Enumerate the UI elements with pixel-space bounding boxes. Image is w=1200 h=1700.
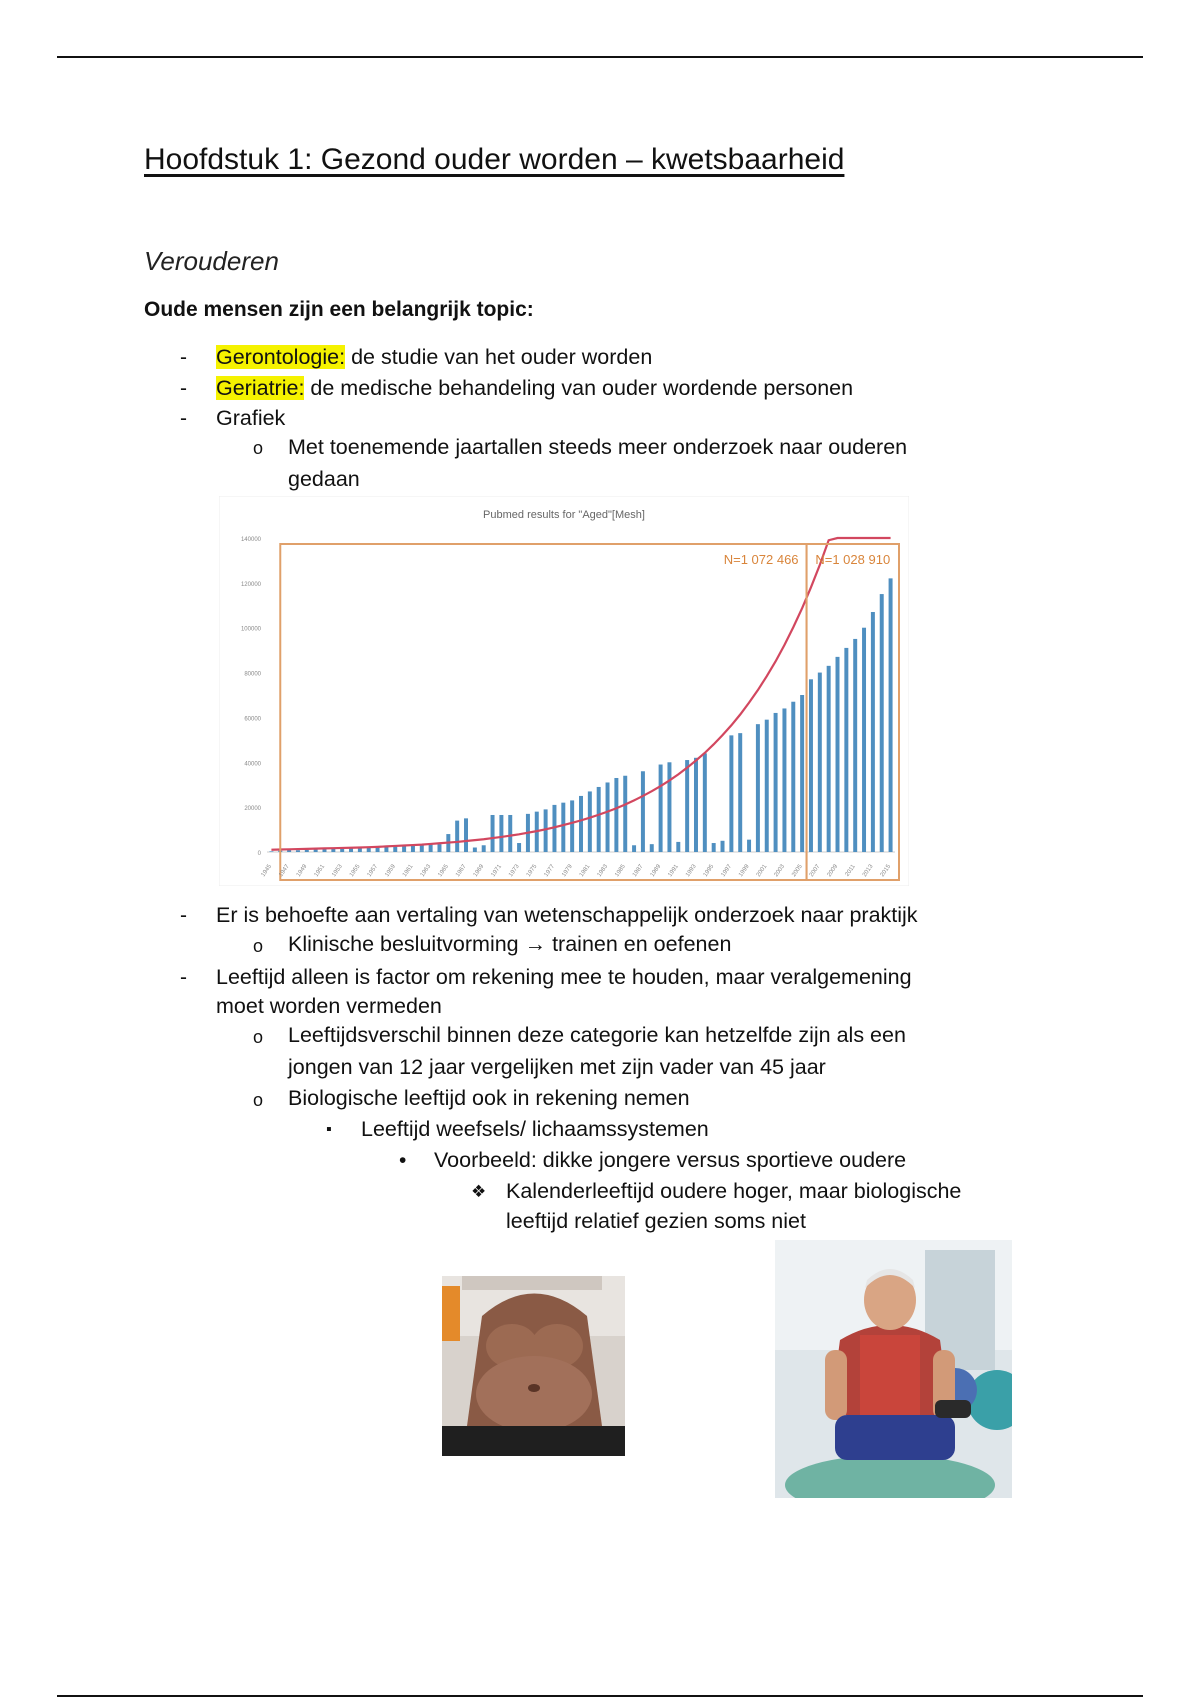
x-tick-label: 1945: [260, 863, 274, 879]
x-tick-label: 1983: [596, 863, 610, 879]
annotation-n-period-2: N=1 028 910: [815, 552, 891, 567]
x-tick-label: 1999: [738, 863, 751, 879]
x-tick-label: 1993: [685, 863, 698, 879]
bar-1983: [606, 782, 610, 852]
x-tick-label: 2003: [773, 863, 787, 879]
bar-1972: [508, 815, 512, 852]
y-tick-label: 80000: [244, 671, 261, 678]
bar-1979: [570, 800, 574, 852]
bullet-dash-icon: -: [180, 377, 187, 400]
bullet-circle-icon: o: [253, 936, 264, 956]
x-tick-label: 1971: [490, 863, 504, 879]
x-tick-label: 1947: [278, 863, 291, 879]
bar-1993: [694, 758, 698, 852]
list-item: moet worden vermeden: [216, 994, 442, 1018]
bar-1984: [614, 778, 618, 852]
bar-1952: [331, 849, 335, 852]
list-item: Er is behoefte aan vertaling van wetenschappelijk onderzoek naar praktijk: [216, 903, 918, 927]
list-item: [216, 342, 652, 373]
bar-1964: [437, 844, 441, 852]
bar-1968: [473, 848, 477, 852]
bar-1996: [721, 841, 725, 852]
list-item-text: de studie van het ouder worden: [345, 345, 653, 369]
intro-text: Oude mensen zijn een belangrijk topic:: [144, 298, 534, 321]
bar-1953: [340, 849, 344, 852]
list-item: Leeftijd weefsels/ lichaamssystemen: [361, 1117, 709, 1141]
x-tick-label: 1979: [561, 863, 574, 879]
photo-overweight-youth: [442, 1276, 625, 1456]
list-item: Voorbeeld: dikke jongere versus sportieve oudere: [434, 1148, 907, 1172]
bullet-dash-icon: -: [180, 966, 187, 989]
list-item: [216, 373, 853, 404]
section-title: Verouderen: [144, 246, 279, 276]
x-tick-label: 1975: [525, 863, 539, 879]
bar-2004: [791, 702, 795, 852]
x-tick-label: 1951: [313, 863, 327, 879]
bar-2007: [818, 673, 822, 852]
x-tick-label: 1977: [543, 863, 557, 879]
annotation-n-period-1: N=1 072 466: [723, 552, 799, 567]
list-item: Met toenemende jaartallen steeds meer onderzoek naar ouderen: [288, 435, 908, 459]
bullet-dash-icon: -: [180, 407, 187, 430]
bar-1961: [411, 846, 415, 853]
x-tick-label: 1995: [702, 863, 716, 879]
pubmed-chart: [219, 496, 909, 886]
bullet-square-icon: ▪: [326, 1121, 332, 1138]
bar-1970: [491, 815, 495, 852]
x-tick-label: 2007: [808, 863, 822, 879]
bar-1990: [667, 762, 671, 852]
x-tick-label: 1953: [331, 863, 344, 879]
list-item: Biologische leeftijd ook in rekening nemen: [288, 1086, 690, 1110]
bullet-circle-icon: o: [253, 438, 264, 458]
bar-2008: [827, 666, 831, 852]
bar-1994: [703, 753, 707, 852]
list-item: leeftijd relatief gezien soms niet: [506, 1209, 806, 1233]
bar-1960: [402, 846, 406, 852]
x-tick-label: 1987: [631, 863, 645, 879]
y-tick-label: 60000: [244, 716, 261, 723]
bullet-diamond-icon: ❖: [471, 1182, 487, 1201]
x-tick-label: 1997: [720, 863, 734, 879]
bar-1959: [393, 846, 397, 852]
bullet-dash-icon: -: [180, 904, 187, 927]
x-tick-label: 1991: [667, 863, 680, 879]
bar-1985: [623, 776, 627, 852]
bar-1973: [517, 843, 521, 852]
x-tick-label: 1989: [649, 863, 663, 879]
x-tick-label: 1969: [472, 863, 486, 879]
bar-1998: [738, 733, 742, 852]
list-item-text: de medische behandeling van ouder wordende personen: [304, 376, 854, 400]
bar-1987: [641, 771, 645, 852]
photo-fit-senior: [775, 1240, 1012, 1498]
x-tick-label: 1949: [295, 863, 309, 879]
bar-2011: [853, 639, 857, 852]
bar-2013: [871, 612, 875, 852]
bar-1963: [429, 845, 433, 852]
list-item: gedaan: [288, 467, 360, 491]
bar-2006: [809, 679, 813, 852]
x-tick-label: 1963: [419, 863, 433, 879]
list-item: Klinische besluitvorming → trainen en oefenen: [288, 932, 732, 956]
bar-1949: [305, 850, 309, 852]
bar-1999: [747, 840, 751, 852]
bar-1945: [269, 851, 273, 852]
bar-1957: [376, 847, 380, 852]
pubmed-bar-chart: [219, 496, 909, 886]
bar-1992: [685, 760, 689, 852]
x-tick-label: 1961: [402, 863, 415, 879]
bar-2014: [880, 594, 884, 852]
list-item: Grafiek: [216, 406, 286, 430]
list-item: jongen van 12 jaar vergelijken met zijn vader van 45 jaar: [288, 1055, 826, 1079]
y-tick-label: 40000: [244, 761, 261, 768]
x-tick-label: 1985: [614, 863, 627, 879]
bar-2003: [782, 708, 786, 852]
bar-1958: [384, 847, 388, 852]
bar-2009: [836, 657, 840, 852]
x-tick-label: 2013: [861, 863, 875, 879]
y-tick-label: 0: [257, 851, 261, 857]
bar-1967: [464, 818, 468, 852]
bar-1991: [676, 842, 680, 852]
bar-1969: [482, 845, 486, 852]
y-tick-label: 20000: [244, 806, 261, 813]
x-tick-label: 1959: [384, 863, 397, 879]
bar-1978: [561, 803, 565, 852]
list-item: Leeftijdsverschil binnen deze categorie kan hetzelfde zijn als een: [288, 1023, 906, 1047]
bar-2002: [774, 713, 778, 852]
bullet-circle-icon: o: [253, 1027, 264, 1047]
bar-1989: [659, 765, 663, 852]
bar-2000: [756, 724, 760, 852]
bar-2005: [800, 695, 804, 852]
x-tick-label: 1965: [437, 863, 450, 879]
highlight-term: Geriatrie:: [216, 376, 305, 400]
bar-1966: [455, 821, 459, 852]
bar-1971: [499, 815, 503, 852]
x-tick-label: 1967: [455, 863, 468, 879]
x-tick-label: 2005: [791, 863, 804, 879]
y-tick-label: 140000: [240, 537, 261, 543]
bullet-dot-icon: •: [399, 1149, 407, 1172]
page-title: Hoofdstuk 1: Gezond ouder worden – kwetsbaarheid: [144, 143, 845, 176]
bullet-circle-icon: o: [253, 1090, 264, 1110]
bar-2001: [765, 720, 769, 852]
x-tick-label: 1973: [508, 863, 521, 879]
bar-1986: [632, 845, 636, 852]
bar-1995: [712, 843, 716, 852]
chart-title: Pubmed results for "Aged"[Mesh]: [483, 509, 645, 521]
list-item: Kalenderleeftijd oudere hoger, maar biologische: [506, 1179, 962, 1203]
bar-1981: [588, 791, 592, 852]
bar-1988: [650, 844, 654, 852]
top-rule: [57, 56, 1143, 58]
bar-2015: [889, 578, 893, 852]
highlight-term: Gerontologie:: [216, 345, 346, 369]
bullet-dash-icon: -: [180, 346, 187, 369]
list-item: Leeftijd alleen is factor om rekening mee te houden, maar veralgemening: [216, 965, 912, 989]
y-tick-label: 100000: [240, 626, 261, 633]
bar-2010: [844, 648, 848, 852]
bar-1980: [579, 796, 583, 852]
x-tick-label: 1981: [578, 863, 592, 879]
bar-1997: [729, 735, 733, 852]
x-tick-label: 2011: [844, 863, 857, 878]
bottom-rule: [57, 1695, 1143, 1697]
x-tick-label: 1955: [348, 863, 362, 879]
bar-1948: [296, 850, 300, 852]
x-tick-label: 2009: [826, 863, 840, 879]
bar-2012: [862, 628, 866, 852]
x-tick-label: 1957: [366, 863, 380, 879]
x-tick-label: 2015: [879, 863, 893, 879]
x-tick-label: 2001: [755, 863, 769, 879]
bar-1962: [420, 845, 424, 852]
bar-1982: [597, 787, 601, 852]
y-tick-label: 120000: [240, 581, 261, 588]
